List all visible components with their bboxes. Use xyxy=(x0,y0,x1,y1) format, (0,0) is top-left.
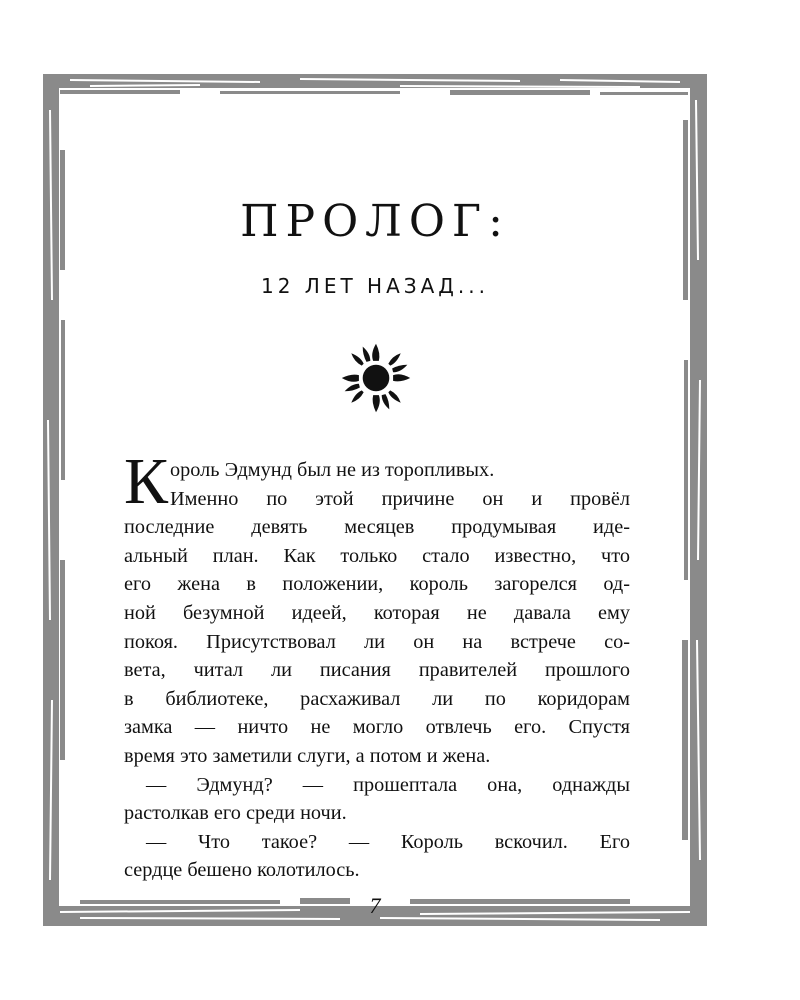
text-line: растолкав его среди ночи. xyxy=(124,802,347,825)
text-line: альный план. Как только стало известно, что xyxy=(124,544,630,567)
text-line: — Эдмунд? — прошептала она, однажды xyxy=(146,773,630,796)
sun-icon xyxy=(338,340,414,416)
text-line: вета, читал ли писания правителей прошлого xyxy=(124,659,630,682)
text-line: ороль Эдмунд был не из торопливых. xyxy=(170,459,495,481)
page-number: 7 xyxy=(369,893,381,918)
text-line: сердце бешено колотилось. xyxy=(124,859,360,882)
chapter-subtitle: 12 ЛЕТ НАЗАД... xyxy=(261,274,489,298)
text-line: время это заметили слуги, а потом и жена. xyxy=(124,744,491,767)
drop-cap: К xyxy=(124,445,169,518)
text-line: ной безумной идеей, которая не давала ему xyxy=(124,601,630,624)
chapter-title: ПРОЛОГ: xyxy=(240,196,510,247)
text-line: последние девять месяцев продумывая иде- xyxy=(124,516,630,539)
text-line: замка — ничто не могло отвлечь его. Спустя xyxy=(124,716,630,739)
body-text xyxy=(124,456,630,885)
text-line: в библиотеке, расхаживал ли по коридорам xyxy=(124,687,630,710)
text-line: покоя. Присутствовал ли он на встрече со- xyxy=(124,630,630,653)
text-line: Именно по этой причине он и провёл xyxy=(170,487,630,510)
text-line: его жена в положении, король загорелся од- xyxy=(124,573,630,596)
text-line: — Что такое? — Король вскочил. Его xyxy=(146,830,630,853)
